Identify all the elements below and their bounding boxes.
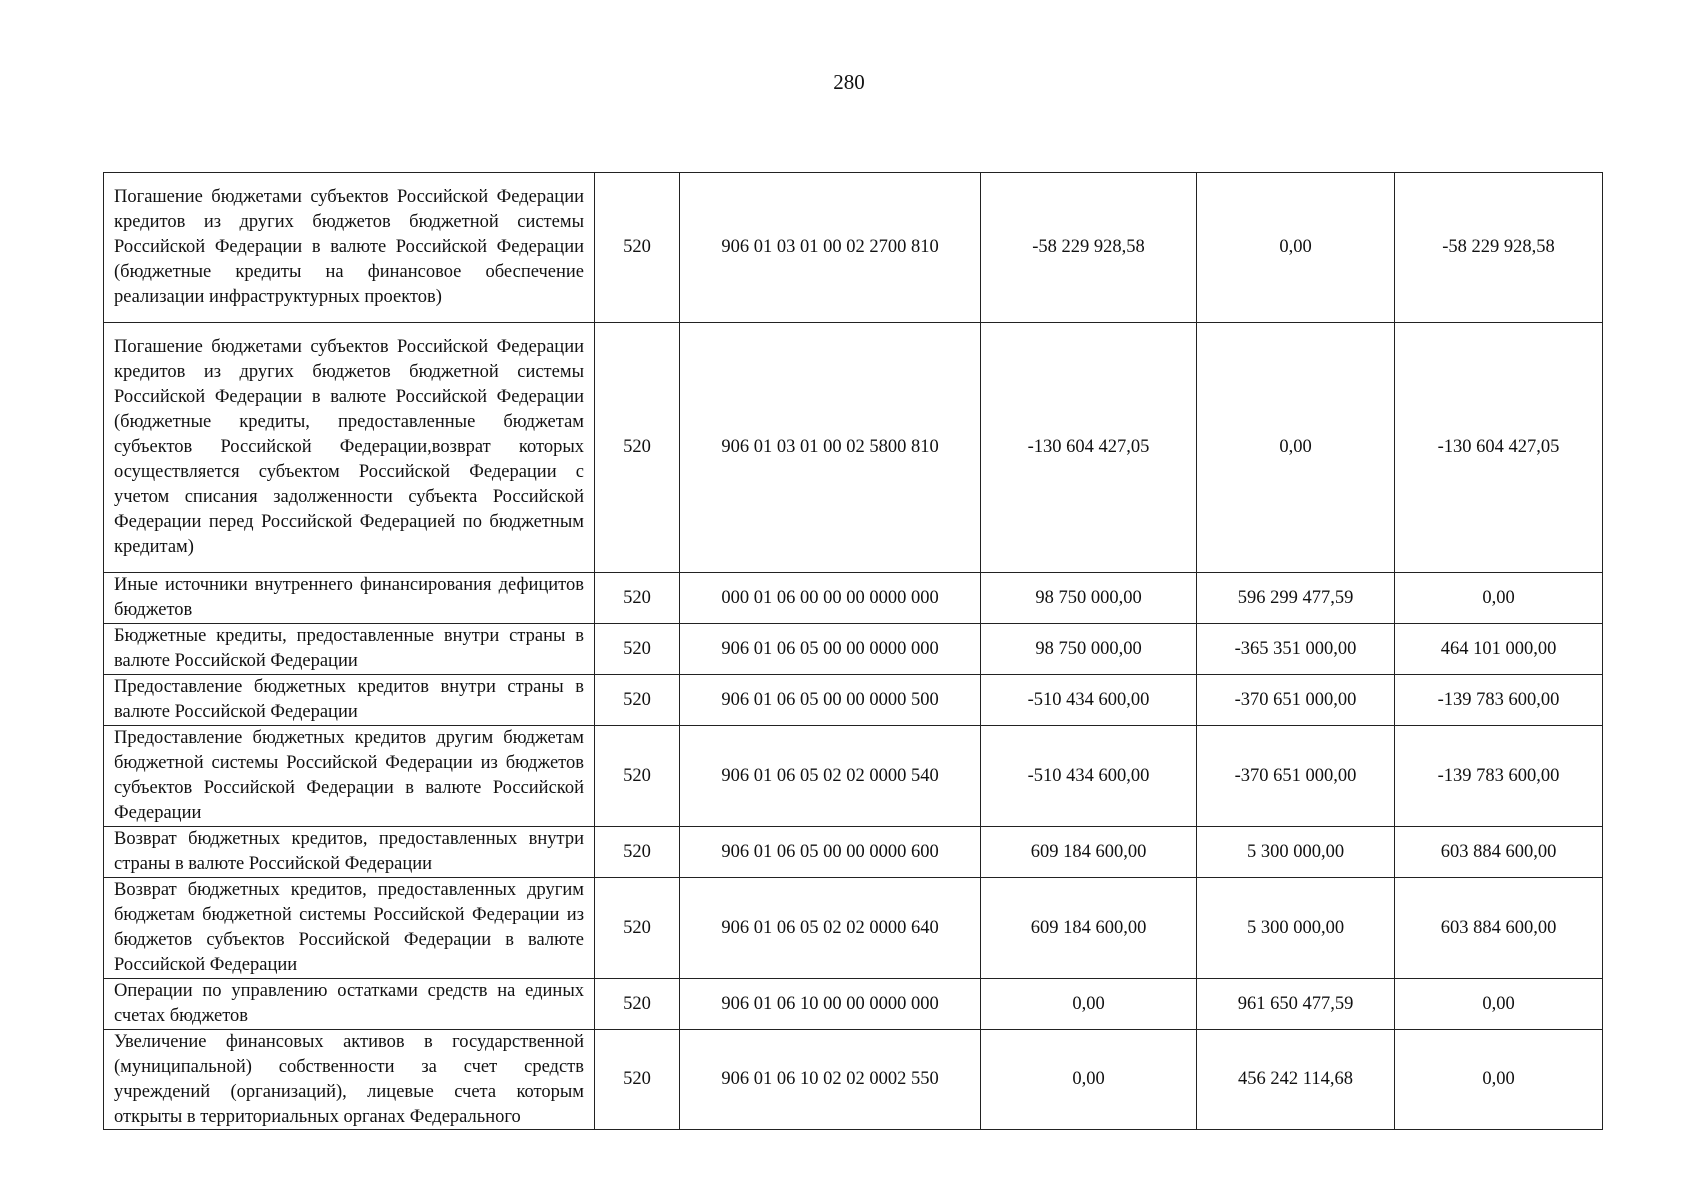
value-column-3: 603 884 600,00 — [1395, 878, 1603, 979]
row-description: Предоставление бюджетных кредитов другим бюджетам бюджетной системы Российской Федерации из бюджетов субъектов Российской Федерации в валюте Российской Федерации — [104, 726, 595, 827]
value-column-2: 5 300 000,00 — [1197, 827, 1395, 878]
value-column-2: -370 651 000,00 — [1197, 675, 1395, 726]
value-column-2: -370 651 000,00 — [1197, 726, 1395, 827]
value-column-3: 0,00 — [1395, 979, 1603, 1030]
line-code: 520 — [595, 323, 680, 573]
value-column-3: -58 229 928,58 — [1395, 173, 1603, 323]
classification-code: 906 01 06 05 00 00 0000 500 — [680, 675, 981, 726]
table-row — [104, 573, 1603, 624]
table-row — [104, 173, 1603, 323]
table-row — [104, 624, 1603, 675]
classification-code: 906 01 06 05 00 00 0000 000 — [680, 624, 981, 675]
classification-code: 906 01 03 01 00 02 2700 810 — [680, 173, 981, 323]
value-column-1: -510 434 600,00 — [981, 726, 1197, 827]
value-column-1: 609 184 600,00 — [981, 827, 1197, 878]
value-column-1: -510 434 600,00 — [981, 675, 1197, 726]
line-code: 520 — [595, 573, 680, 624]
value-column-1: 98 750 000,00 — [981, 624, 1197, 675]
table-row — [104, 979, 1603, 1030]
value-column-1: -58 229 928,58 — [981, 173, 1197, 323]
classification-code: 000 01 06 00 00 00 0000 000 — [680, 573, 981, 624]
table-row — [104, 726, 1603, 827]
value-column-1: 0,00 — [981, 979, 1197, 1030]
table-row — [104, 323, 1603, 573]
value-column-2: 0,00 — [1197, 323, 1395, 573]
value-column-1: 0,00 — [981, 1030, 1197, 1130]
classification-code: 906 01 06 10 00 00 0000 000 — [680, 979, 981, 1030]
classification-code: 906 01 03 01 00 02 5800 810 — [680, 323, 981, 573]
value-column-3: -139 783 600,00 — [1395, 726, 1603, 827]
value-column-1: 609 184 600,00 — [981, 878, 1197, 979]
value-column-3: 464 101 000,00 — [1395, 624, 1603, 675]
row-description: Возврат бюджетных кредитов, предоставленных другим бюджетам бюджетной системы Российской Федерации из бюджетов субъектов Российской Федерации в валюте Российской Федерации — [104, 878, 595, 979]
line-code: 520 — [595, 173, 680, 323]
row-description: Увеличение финансовых активов в государственной (муниципальной) собственности за счет средств учреждений (организаций), лицевые счета которым открыты в территориальных органах Федерального — [114, 1032, 584, 1127]
row-description: Предоставление бюджетных кредитов внутри страны в валюте Российской Федерации — [104, 675, 595, 726]
row-description: Погашение бюджетами субъектов Российской Федерации кредитов из других бюджетов бюджетной системы Российской Федерации в валюте Российской Федерации (бюджетные кредиты, предоставленные бюджетам субъектов Российской Федерации,возврат которых осуществляется субъектом Российской Федерации с учетом списания задолженности субъекта Российской Федерации перед Российской Федерацией по бюджетным кредитам) — [104, 323, 595, 573]
line-code: 520 — [595, 979, 680, 1030]
line-code: 520 — [595, 878, 680, 979]
value-column-2: 5 300 000,00 — [1197, 878, 1395, 979]
table-row — [104, 878, 1603, 979]
line-code: 520 — [595, 675, 680, 726]
budget-sources-table — [103, 172, 1603, 1130]
value-column-3: 603 884 600,00 — [1395, 827, 1603, 878]
table-row — [104, 827, 1603, 878]
value-column-1: 98 750 000,00 — [981, 573, 1197, 624]
line-code: 520 — [595, 1030, 680, 1130]
row-description-cell — [104, 1030, 595, 1130]
value-column-3: -130 604 427,05 — [1395, 323, 1603, 573]
line-code: 520 — [595, 827, 680, 878]
row-description: Погашение бюджетами субъектов Российской Федерации кредитов из других бюджетов бюджетной системы Российской Федерации в валюте Российской Федерации (бюджетные кредиты на финансовое обеспечение реализации инфраструктурных проектов) — [104, 173, 595, 323]
value-column-3: 0,00 — [1395, 573, 1603, 624]
classification-code: 906 01 06 05 02 02 0000 540 — [680, 726, 981, 827]
row-description: Операции по управлению остатками средств на единых счетах бюджетов — [104, 979, 595, 1030]
classification-code: 906 01 06 05 02 02 0000 640 — [680, 878, 981, 979]
value-column-2: 456 242 114,68 — [1197, 1030, 1395, 1130]
row-description: Возврат бюджетных кредитов, предоставленных внутри страны в валюте Российской Федерации — [104, 827, 595, 878]
value-column-2: -365 351 000,00 — [1197, 624, 1395, 675]
row-description: Иные источники внутреннего финансирования дефицитов бюджетов — [104, 573, 595, 624]
value-column-1: -130 604 427,05 — [981, 323, 1197, 573]
classification-code: 906 01 06 10 02 02 0002 550 — [680, 1030, 981, 1130]
line-code: 520 — [595, 726, 680, 827]
table-row — [104, 675, 1603, 726]
line-code: 520 — [595, 624, 680, 675]
value-column-2: 0,00 — [1197, 173, 1395, 323]
value-column-3: 0,00 — [1395, 1030, 1603, 1130]
table-row — [104, 1030, 1603, 1130]
row-description: Бюджетные кредиты, предоставленные внутри страны в валюте Российской Федерации — [104, 624, 595, 675]
classification-code: 906 01 06 05 00 00 0000 600 — [680, 827, 981, 878]
value-column-3: -139 783 600,00 — [1395, 675, 1603, 726]
value-column-2: 596 299 477,59 — [1197, 573, 1395, 624]
page-number: 280 — [833, 70, 865, 94]
value-column-2: 961 650 477,59 — [1197, 979, 1395, 1030]
